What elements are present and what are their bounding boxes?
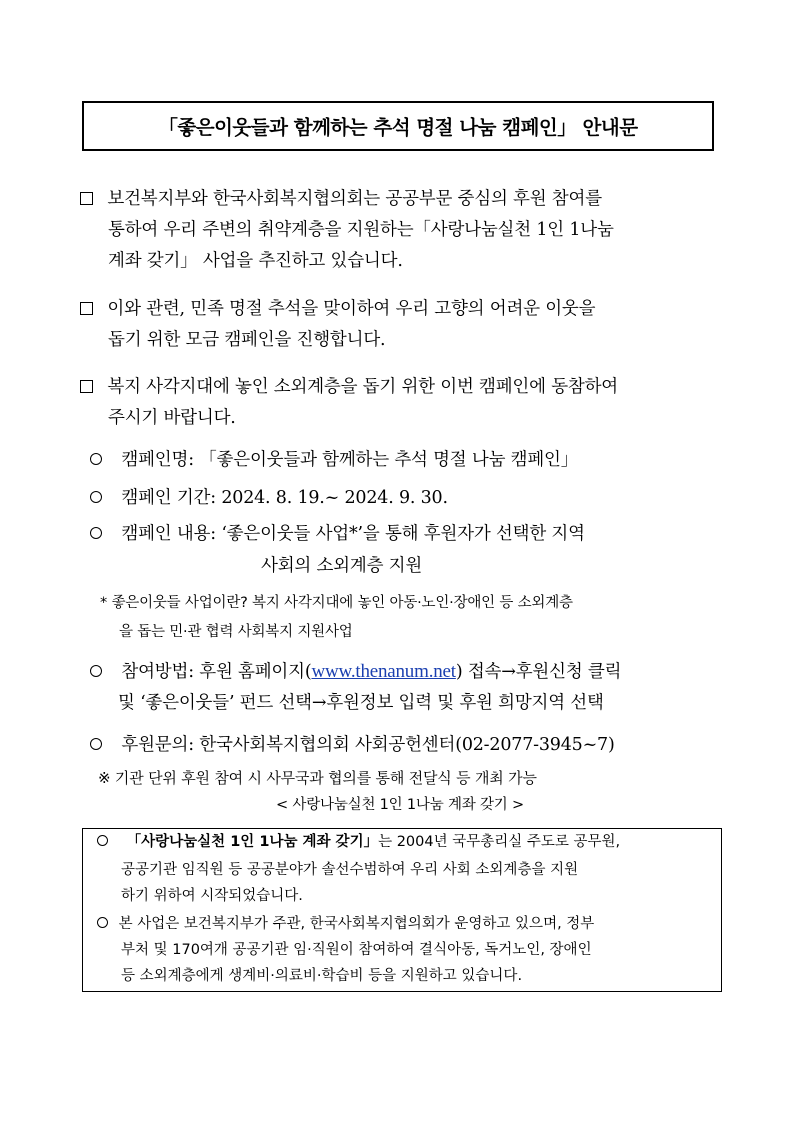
paragraph-1-line-1 — [80, 191, 602, 209]
paragraph-3-line-1 — [80, 379, 618, 397]
campaign-period-text: 캠페인 기간: 2024. 8. 19.~ 2024. 9. 30. — [121, 488, 448, 508]
campaign-content-item — [90, 526, 585, 544]
campaign-content-line-2: 사회의 소외계층 지원 — [261, 556, 423, 576]
circle-bullet-icon — [90, 527, 102, 539]
box-heading: < 사랑나눔실천 1인 1나눔 계좌 갖기 > — [276, 797, 524, 813]
campaign-period-item — [90, 490, 448, 508]
box-item-1-line-1 — [97, 835, 620, 850]
square-bullet-icon — [80, 380, 93, 393]
campaign-name-text: 캠페인명: 「좋은이웃들과 함께하는 추석 명절 나눔 캠페인」 — [121, 450, 579, 470]
homepage-link[interactable]: www.thenanum.net — [311, 661, 456, 682]
document-title: 「좋은이웃들과 함께하는 추석 명절 나눔 캠페인」 안내문 — [82, 101, 714, 151]
inquiry-text: 후원문의: 한국사회복지협의회 사회공헌센터(02-2077-3945~7) — [121, 735, 615, 755]
circle-bullet-icon — [90, 665, 102, 677]
campaign-content-text-1: 캠페인 내용: ‘좋은이웃들 사업*’을 통해 후원자가 선택한 지역 — [121, 524, 585, 544]
paragraph-3-text-1: 복지 사각지대에 놓인 소외계층을 돕기 위한 이번 캠페인에 동참하여 — [107, 377, 619, 397]
paragraph-2-text-1: 이와 관련, 민족 명절 추석을 맞이하여 우리 고향의 어려운 이웃을 — [107, 299, 596, 319]
paragraph-1-text-1: 보건복지부와 한국사회복지협의회는 공공부문 중심의 후원 참여를 — [107, 189, 602, 209]
info-box — [82, 828, 722, 992]
paragraph-2-line-1 — [80, 301, 595, 319]
paragraph-1-line-2: 통하여 우리 주변의 취약계층을 지원하는「사랑나눔실천 1인 1나눔 — [108, 220, 614, 240]
circle-bullet-icon — [90, 491, 102, 503]
square-bullet-icon — [80, 302, 93, 315]
participation-line-2: 및 ‘좋은이웃들’ 펀드 선택→후원정보 입력 및 후원 희망지역 선택 — [118, 693, 604, 713]
box-item-1-rest: 는 2004년 국무총리실 주도로 공무원, — [378, 834, 621, 850]
circle-bullet-icon — [97, 917, 108, 928]
participation-suffix: ) 접속→후원신청 클릭 — [455, 662, 622, 682]
box-item-2-line-2: 부처 및 170여개 공공기관 임·직원이 참여하여 결식아동, 독거노인, 장애인 — [121, 942, 592, 958]
box-item-1-bold: 「사랑나눔실천 1인 1나눔 계좌 갖기」 — [126, 834, 379, 850]
inquiry-item — [90, 737, 615, 755]
box-item-2-text-1: 본 사업은 보건복지부가 주관, 한국사회복지협의회가 운영하고 있으며, 정부 — [118, 916, 595, 932]
campaign-name-item — [90, 452, 578, 470]
paragraph-2-line-2: 돕기 위한 모금 캠페인을 진행합니다. — [108, 330, 386, 350]
square-bullet-icon — [80, 192, 93, 205]
participation-item — [90, 662, 621, 682]
box-item-2-line-1 — [97, 917, 594, 932]
note-line: ※ 기관 단위 후원 참여 시 사무국과 협의를 통해 전달식 등 개최 가능 — [98, 769, 537, 787]
paragraph-3-line-2: 주시기 바랍니다. — [108, 408, 236, 428]
footnote-line-1: * 좋은이웃들 사업이란? 복지 사각지대에 놓인 아동·노인·장애인 등 소외계층 — [100, 595, 573, 611]
paragraph-1-line-3: 계좌 갖기」 사업을 추진하고 있습니다. — [108, 251, 403, 271]
circle-bullet-icon — [90, 738, 102, 750]
circle-bullet-icon — [90, 453, 102, 465]
box-item-1-line-3: 하기 위하여 시작되었습니다. — [121, 888, 303, 904]
box-item-1-line-2: 공공기관 임직원 등 공공분야가 솔선수범하여 우리 사회 소외계층을 지원 — [121, 862, 579, 878]
footnote-line-2: 을 돕는 민·관 협력 사회복지 지원사업 — [119, 624, 353, 640]
participation-prefix: 참여방법: 후원 홈페이지( — [121, 662, 312, 682]
circle-bullet-icon — [97, 835, 108, 846]
box-item-2-line-3: 등 소외계층에게 생계비·의료비·학습비 등을 지원하고 있습니다. — [121, 968, 523, 984]
